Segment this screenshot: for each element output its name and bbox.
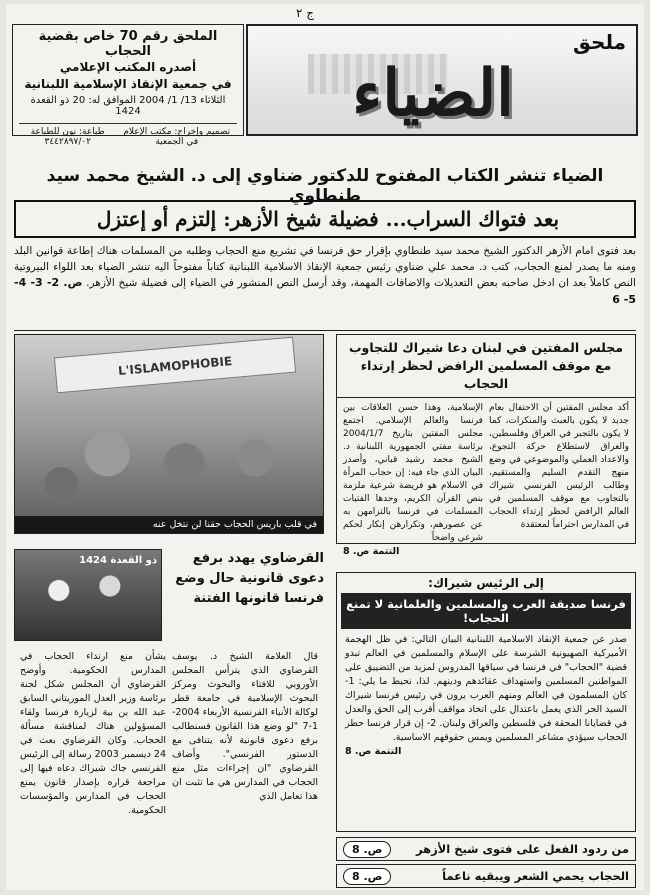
photo-date: ذو القعدة 1424	[79, 555, 157, 566]
article-kicker: إلى الرئيس شيراك:	[428, 576, 544, 590]
lead-text: بعد فتوى امام الأزهر الدكتور الشيخ محمد سيد طنطاوي بإقرار حق فرنسا في تشريع منع الحجاب وطلبه من المسلمات هناك إطاعة قوانين البلد ومنه ما يصدر لمنع الحجاب، كتب د. محمد علي ضناوي رئيس جمعية الإنقاذ الاسلامية اللبنانية كتاباً مفتوحاً اليه تنشر الضياء بعد اللواء البيروتية النص كاملاً بعد ان ادخل صاحبه بعض التعديلات والاضافات المهمة، وقد أرسل النص المنشور في الضياء إلى فضيلة شيخ الأزهر.	[14, 245, 636, 289]
article-title: فرنسا صديقة العرب والمسلمين والعلمانية لا تمنع الحجاب!	[341, 593, 631, 629]
teaser[interactable]	[336, 837, 636, 861]
section-divider	[14, 330, 636, 331]
supplement-label: ملحق	[573, 30, 626, 54]
logo	[246, 24, 638, 136]
issue-info-box	[12, 24, 244, 147]
page-refs: ص. 2- 3- 4- 5- 6	[14, 276, 636, 306]
article-chirac	[336, 572, 636, 832]
print-credit: طباعة: نون للطباعة ٣٤٤٢٨٩٧/٠٢	[30, 127, 105, 147]
issue-line: الملحق رقم 70 خاص بقضية الحجاب	[38, 29, 218, 59]
masthead	[6, 20, 644, 147]
protest-banner: L'ISLAMOPHOBIE	[54, 337, 296, 394]
article-column	[343, 402, 483, 558]
teaser-text: الحجاب يحمي الشعر ويبقيه ناعماً	[442, 869, 629, 883]
publisher-line: أصدره المكتب الإعلامي	[59, 60, 197, 74]
column-text: الإسلامية، وهذا حسن العلاقات بين فرنسا والعالم الإسلامي. اجتمع مجلس المفتين بتاريخ 2004/1/7 برئاسة مفتي الجمهورية اللبنانية د. الشيخ محمد رشيد قباني، وأصدر البيان الذي جاء فيه: إن حجاب المرأة في الاسلام هو فريضة شرعية ملزمة بنص القرآن الكريم، وحدها الفتيات المسلمات في فرنسا بالتزامهن به عن عصورهم، وتكرارهن إنكار لحكم شرعي واضحاً	[343, 403, 483, 543]
article-mufti	[336, 334, 636, 557]
design-credit: تصميم وإخراج: مكتب الإعلام في الجمعية	[123, 127, 231, 147]
article-title: القرضاوي يهدد برفع دعوى قانونية حال وضع فرنسا قانونها الفتنة	[175, 551, 324, 606]
teaser-page: ص. 8	[343, 868, 391, 885]
continued-note: التتمة ص. 8	[343, 546, 400, 557]
page-mark: ج ٢	[296, 6, 315, 20]
article-body	[337, 629, 635, 763]
paper-name: الضياء	[352, 56, 514, 131]
publisher-line: في جمعية الإنقاذ الإسلامية اللبنانية	[24, 77, 232, 91]
headline-box	[14, 200, 636, 238]
front-kicker: الضياء تنشر الكتاب المفتوح للدكتور ضناوي إلى د. الشيخ محمد سيد طنطاوي	[46, 166, 604, 206]
article-qaradawi	[14, 646, 324, 822]
protest-photo	[14, 334, 324, 534]
lead-paragraph	[14, 244, 636, 308]
article-column: يشأن منع ارتداء الحجاب في المدارس الحكومية. وأوضح القرضاوي أن المجلس شكل لجنة برئاسة وزير العدل الموريتاني السابق عبد الله بن بية لزيارة فرنسا ولقاء المسؤولين هناك لمناقشة مسألة الحجاب. وكان القرضاوي بعث في 24 ديسمبر 2003 رسالة إلى الرئيس الفرنسي جاك شيراك دعاه فيها إلى مراجعة قراره بإصدار قانون يمنع الحجاب في المدارس والمؤسسات الحكومية.	[20, 651, 166, 816]
teaser[interactable]	[336, 864, 636, 888]
teaser-text: من ردود الفعل على فتوى شيخ الأزهر	[415, 842, 629, 856]
article-column: قال العلامة الشيخ د. يوسف القرضاوي الذي يترأس المجلس الأوروبي للافتاء والبحوث ومركز البحوث الإسلامية في جامعة قطر لوكالة الأنباء الفرنسية الأربعاء 2004-1-7 "لو وضع هذا القانون فسنطالب برفع دعوى قانونية لأنه يتنافى مع الدستور الفرنسي". وأضاف القرضاوي "ان إجراءات مثل منع الحجاب في المدارس هي ما تثبت ان هذا تعامل الذي	[172, 651, 318, 802]
headline-main: فضيلة شيخ الأزهر: إلتزم أو إعتزل	[96, 207, 379, 231]
headline-prefix: بعد فتواك السراب...	[385, 207, 560, 231]
photo-caption: في قلب باريس الحجاب حقنا لن نتخل عنه	[15, 516, 323, 533]
article-title: مجلس المفتين في لبنان دعا شيراك للتجاوب مع موقف المسلمين الرافض لحظر إرتداء الحجاب	[337, 335, 635, 398]
body-text: صدر عن جمعية الإنقاذ الاسلامية اللبنانية البيان التالي: في ظل الهجمة الأميركية الصهيونية الشرسة على الإسلام والمسلمين في العالم تبدو قضية "الحجاب" في فرنسا في سياقها المدروس لمزيد من التضييق على المواطنين المسلمين واستهداف عقائدهم ودينهم. لذا، نحيط ما يلي: 1- كان المسلمون في العالم ومنهم العرب يرون في رئيس فرنسا شيراك السيد الحر الذي يعمل باعتدال على اتخاذ مواقف أقرب إلى الحق والعدل في قضايانا المحقة في فلسطين والعراق ولبنان. 2- إن قرار فرنسا حظر الحجاب سيؤذي مشاعر المسلمين ويمس حقوقهم الاساسية.	[345, 634, 627, 743]
newspaper-page	[6, 4, 644, 890]
teaser-page: ص. 8	[343, 841, 391, 858]
continued-note: التتمة ص. 8	[345, 746, 402, 757]
credits	[19, 123, 237, 147]
article-column: أكد مجلس المفتين أن الاحتفال بعام جديد لا يكون بالعبث والمنكرات، كما لا يكون بالتجبر في العراق وفلسطين، والعراق لاستطلاع حركة التجوع، والاعداد العملي والموضوعي في وضع منهج التقدم السليم والمستقيم، وطالب الرئيس الفرنسي شيراك بالتجاوب مع موقف المسلمين في العالم الرافض لحظر إرتداء الحجاب في المدارس احتراماً لمعتقدة	[489, 403, 629, 530]
qaradawi-photo	[14, 549, 162, 641]
headline	[91, 207, 559, 231]
issue-date: الثلاثاء 13/ 1/ 2004 الموافق له: 20 ذو القعدة 1424	[30, 95, 226, 117]
article-columns	[337, 398, 635, 562]
